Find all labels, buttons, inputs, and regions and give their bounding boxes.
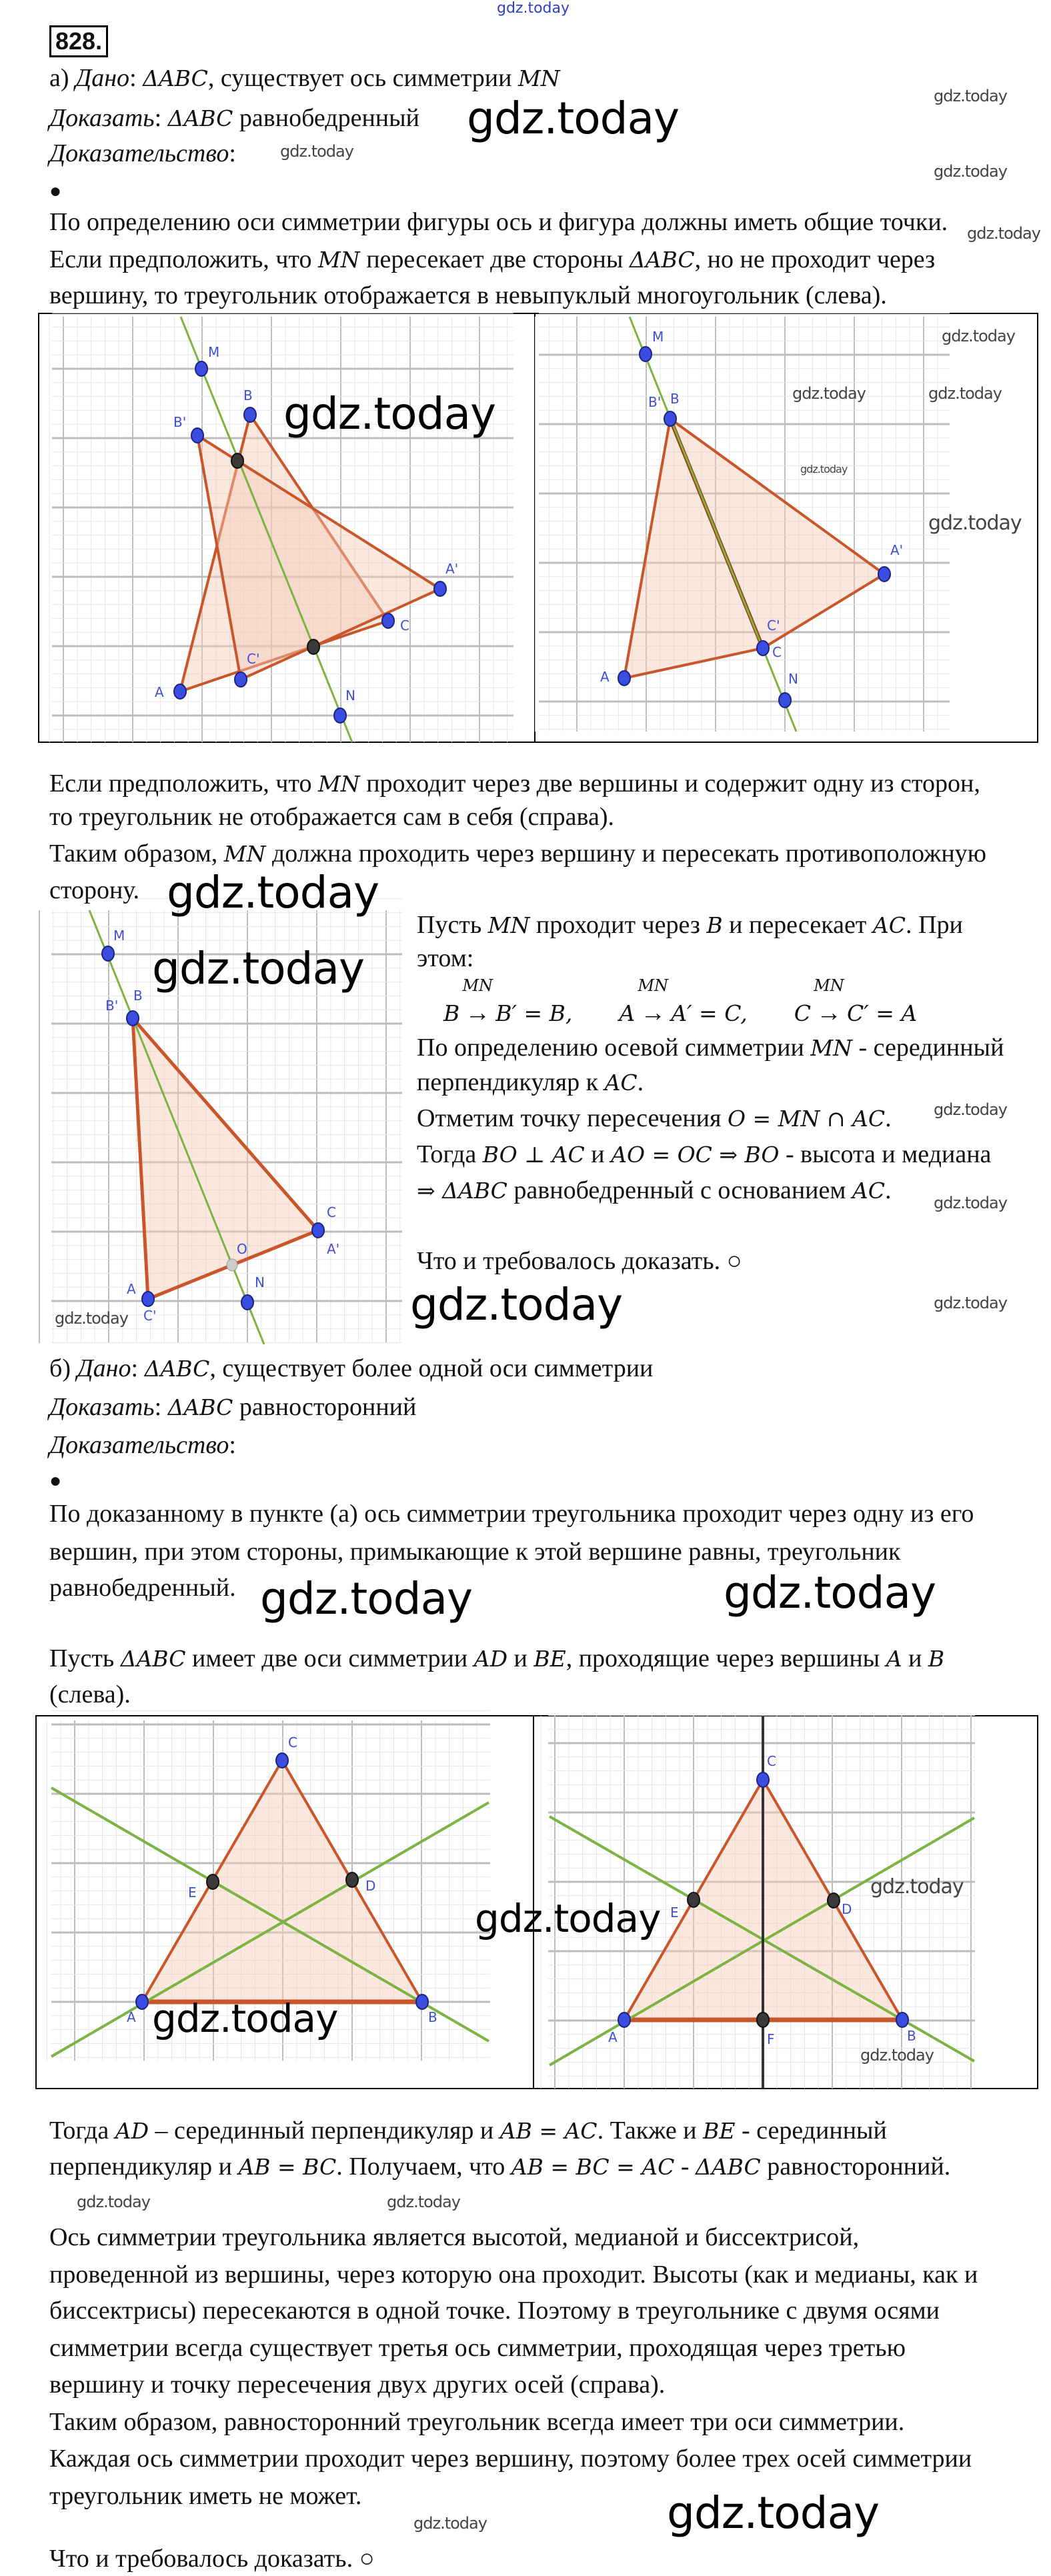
text-line — [49, 1571, 236, 1604]
italic-term: Дано — [77, 1354, 131, 1382]
point — [416, 1995, 428, 2009]
math-expression: MN — [517, 65, 560, 91]
text-segment: и — [507, 1644, 534, 1672]
point-label: N — [788, 671, 798, 687]
text-segment: пересекает две стороны — [359, 245, 630, 273]
watermark: gdz.today — [870, 1875, 964, 1898]
text-segment: Пусть — [49, 1644, 121, 1672]
math-expression: B — [443, 1000, 460, 1026]
text-segment: Если предположить, что — [49, 770, 319, 798]
text-segment: - серединный — [852, 1034, 1004, 1062]
point — [235, 672, 247, 687]
text-line — [49, 874, 139, 907]
point-label: C' — [767, 617, 780, 633]
math-expression: A′ = C, — [671, 1000, 748, 1026]
text-line — [417, 1102, 892, 1136]
problem-number: 828. — [49, 25, 108, 57]
point-label: B' — [105, 998, 119, 1014]
text-segment: то треугольник не отображается сам в себя (справа). — [49, 803, 615, 831]
watermark: gdz.today — [934, 162, 1007, 181]
text-line — [417, 942, 473, 975]
intersection-point — [757, 2013, 769, 2027]
arrow-icon — [462, 976, 493, 1030]
text-line — [49, 800, 614, 834]
point — [664, 411, 676, 426]
text-segment: Таким образом, равносторонний треугольник всегда имеет три оси симметрии. — [49, 2408, 905, 2436]
text-segment: Что и требовалось доказать. ○ — [49, 2545, 375, 2573]
axis-label: MN — [638, 976, 669, 995]
math-expression: BE — [534, 1646, 566, 1672]
point — [276, 1753, 288, 1768]
watermark: gdz.today — [167, 867, 379, 918]
math-expression: ΔABC — [167, 105, 233, 131]
point-label: B — [243, 387, 253, 403]
text-segment: и — [584, 1140, 612, 1168]
text-segment: равнобедренный с основанием — [507, 1176, 852, 1204]
qed-line — [417, 1244, 742, 1278]
text-segment: вершину и точку пересечения двух других осей (справа). — [49, 2371, 666, 2399]
point — [241, 1295, 253, 1310]
arrow: → — [465, 999, 491, 1027]
text-line — [49, 2221, 859, 2254]
text-segment: . Также и — [597, 2117, 704, 2145]
point — [174, 684, 186, 699]
text-segment: и пересекает — [722, 911, 873, 939]
watermark: gdz.today — [467, 93, 680, 144]
point-label: A — [600, 669, 610, 685]
text-segment: : — [229, 1431, 236, 1459]
text-segment: - — [674, 2153, 696, 2181]
text-segment: : — [129, 64, 143, 92]
point — [312, 1223, 324, 1238]
point — [878, 567, 890, 581]
text-segment: биссектрисы) пересекаются в одной точке. Поэтому в треугольнике с двумя осями — [49, 2297, 940, 2325]
text-segment: б) — [49, 1354, 77, 1382]
mapping — [619, 976, 748, 1027]
text-segment: : — [131, 1354, 145, 1382]
text-segment: равнобедренный. — [49, 1574, 236, 1602]
text-segment: а) — [49, 64, 76, 92]
watermark: gdz.today — [413, 2514, 487, 2533]
point-label: O — [237, 1241, 247, 1257]
text-line — [49, 243, 935, 277]
text-segment: проходит через — [530, 911, 707, 939]
text-line — [49, 2331, 906, 2365]
math-expression: C′ = A — [847, 1000, 918, 1026]
watermark: gdz.today — [800, 463, 848, 475]
intersection-point — [307, 639, 319, 654]
text-segment: . При — [906, 911, 963, 939]
text-line — [417, 908, 963, 942]
bullet: ● — [49, 1470, 62, 1492]
point-label: C' — [143, 1308, 157, 1324]
watermark: gdz.today — [152, 1996, 338, 2041]
text-segment: По определению осевой симметрии — [417, 1034, 811, 1062]
text-segment: - высота и медиана — [779, 1140, 992, 1168]
point — [618, 671, 630, 686]
text-segment: Тогда — [49, 2117, 115, 2145]
symmetry-formula — [443, 976, 964, 1030]
watermark: gdz.today — [860, 2046, 934, 2065]
text-line — [49, 767, 980, 801]
point — [191, 428, 203, 443]
italic-term: Доказать — [49, 104, 155, 132]
text-segment: симметрии всегда существует третья ось симметрии, проходящая через третью — [49, 2334, 906, 2362]
point-label: M — [652, 329, 664, 345]
point-label: C — [400, 617, 409, 633]
text-line — [417, 1138, 991, 1172]
prove-a — [49, 101, 419, 135]
text-segment: треугольник иметь не может. — [49, 2482, 362, 2510]
text-line — [417, 1174, 892, 1208]
watermark: gdz.today — [475, 1896, 661, 1941]
given-b — [49, 1352, 653, 1386]
text-line — [49, 2405, 904, 2439]
text-segment: имеет две оси симметрии — [185, 1644, 474, 1672]
math-expression: AB = AC — [499, 2118, 598, 2144]
math-expression: A — [886, 1646, 902, 1672]
watermark: gdz.today — [934, 1194, 1007, 1212]
text-segment: вершин, при этом стороны, примыкающие к этой вершине равны, треугольник — [49, 1538, 901, 1566]
math-expression: MN — [810, 1035, 852, 1061]
math-expression: MN — [223, 841, 266, 867]
point-label: A' — [327, 1241, 340, 1257]
math-expression: BE — [703, 2118, 736, 2144]
intersection-point — [688, 1892, 700, 1907]
math-expression: A — [619, 1000, 636, 1026]
math-expression: AC — [852, 1178, 886, 1204]
text-segment: : — [154, 104, 168, 132]
point-label: B — [670, 391, 680, 407]
watermark: gdz.today — [934, 1294, 1007, 1312]
text-segment: равносторонний — [233, 1393, 417, 1421]
watermark: gdz.today — [928, 511, 1022, 535]
text-line — [49, 2442, 972, 2475]
point-label: D — [842, 1901, 852, 1917]
italic-term: Доказать — [49, 1393, 155, 1421]
watermark: gdz.today — [410, 1279, 623, 1330]
text-segment: перпендикуляр к — [417, 1068, 605, 1096]
text-line — [49, 1678, 131, 1711]
text-segment: - серединный — [735, 2117, 887, 2145]
axis-label: MN — [814, 976, 844, 995]
text-segment: . — [637, 1068, 644, 1096]
math-expression: MN — [487, 912, 530, 938]
point-label: B — [907, 2028, 916, 2044]
math-expression: AO = OC ⇒ BO — [611, 1142, 780, 1168]
point — [136, 1995, 148, 2009]
text-segment: Каждая ось симметрии проходит через вершину, поэтому более трех осей симметрии — [49, 2445, 972, 2473]
mapping — [794, 976, 918, 1027]
text-segment: Если предположить, что — [49, 245, 319, 273]
math-expression: ΔABC — [167, 1394, 233, 1420]
point-o — [227, 1259, 237, 1271]
proof-heading-a — [49, 137, 236, 170]
point-label: D — [365, 1878, 376, 1894]
point-label: A — [608, 2029, 618, 2045]
text-line — [49, 2479, 361, 2513]
math-expression: ΔABC — [629, 247, 695, 273]
math-expression: ΔABC — [144, 1356, 210, 1382]
text-line — [49, 2368, 665, 2401]
point-label: B — [428, 2009, 437, 2025]
point — [618, 2013, 630, 2027]
italic-term: Доказательство — [49, 139, 229, 167]
text-line — [49, 2294, 940, 2327]
intersection-point — [828, 1893, 840, 1908]
text-segment: Что и требовалось доказать. ○ — [417, 1247, 742, 1275]
math-expression: B′ = B, — [495, 1000, 573, 1026]
watermark: gdz.today — [55, 1309, 128, 1328]
text-line — [417, 1031, 1004, 1065]
text-line — [49, 2150, 950, 2184]
intersection-point — [231, 453, 243, 468]
watermark: gdz.today — [928, 384, 1002, 403]
watermark: gdz.today — [387, 2193, 460, 2211]
point — [382, 613, 394, 628]
watermark: gdz.today — [942, 327, 1015, 345]
watermark: gdz.today — [152, 943, 365, 994]
given-a — [49, 61, 560, 95]
text-segment: . — [885, 1104, 892, 1132]
watermark: gdz.today — [497, 0, 570, 17]
text-segment: и — [902, 1644, 928, 1672]
text-segment: – серединный перпендикуляр и — [149, 2117, 500, 2145]
watermark: gdz.today — [667, 2487, 880, 2539]
bullet: ● — [49, 180, 62, 202]
watermark: gdz.today — [724, 1567, 936, 1618]
text-segment: По определению оси симметрии фигуры ось и фигура должны иметь общие точки. — [49, 208, 948, 236]
text-segment: Ось симметрии треугольника является высотой, медианой и биссектрисой, — [49, 2223, 860, 2251]
point-label: M — [113, 928, 125, 944]
text-line — [49, 837, 986, 871]
axis-label: MN — [462, 976, 493, 995]
watermark: gdz.today — [280, 142, 353, 161]
text-segment: Таким образом, — [49, 840, 224, 868]
point — [757, 1772, 769, 1787]
point-label: C — [772, 644, 782, 660]
text-line — [49, 279, 887, 312]
math-expression: ⇒ ΔABC — [417, 1178, 507, 1204]
math-expression: AC — [872, 912, 906, 938]
point — [142, 1292, 154, 1306]
text-segment: вершину, то треугольник отображается в невыпуклый многоугольник (слева). — [49, 281, 887, 309]
text-segment: , существует более одной оси симметрии — [209, 1354, 654, 1382]
text-segment: проходит через две вершины и содержит одну из сторон, — [359, 770, 980, 798]
intersection-point — [207, 1874, 219, 1889]
watermark: gdz.today — [260, 1573, 473, 1624]
proof-heading-b — [49, 1428, 236, 1462]
arrow-icon — [638, 976, 669, 1030]
text-segment: . — [885, 1176, 892, 1204]
math-expression: B — [706, 912, 723, 938]
math-expression: AD — [473, 1646, 508, 1672]
math-expression: ΔABC — [143, 65, 208, 91]
text-line — [49, 2258, 978, 2291]
point-label: C' — [247, 651, 260, 667]
watermark: gdz.today — [934, 1100, 1007, 1119]
point — [244, 407, 256, 422]
point-label: B' — [173, 414, 187, 430]
watermark: gdz.today — [792, 384, 866, 403]
qed-line — [49, 2542, 375, 2575]
point — [127, 1011, 139, 1026]
math-expression: BO ⊥ AC — [482, 1142, 585, 1168]
text-segment: : — [154, 1393, 168, 1421]
text-line — [49, 1497, 974, 1530]
text-segment: этом: — [417, 944, 474, 972]
point — [434, 581, 446, 596]
text-segment: Отметим точку пересечения — [417, 1104, 728, 1132]
text-segment: (слева). — [49, 1680, 131, 1708]
point-label: E — [670, 1904, 679, 1920]
text-segment: Тогда — [417, 1140, 483, 1168]
point-label: A — [127, 1281, 136, 1297]
point-label: F — [767, 2031, 775, 2047]
point-label: B' — [648, 394, 662, 410]
math-expression: AD — [115, 2118, 149, 2144]
math-expression: AC — [604, 1070, 638, 1096]
watermark: gdz.today — [77, 2193, 150, 2211]
arrow-icon — [814, 976, 844, 1030]
italic-term: Доказательство — [49, 1431, 229, 1459]
watermark: gdz.today — [283, 388, 496, 439]
text-segment: должна проходить через вершину и пересекать противоположную — [265, 840, 987, 868]
mapping — [443, 976, 573, 1027]
point-label: A' — [890, 542, 904, 558]
italic-term: Дано — [75, 64, 130, 92]
point — [757, 641, 769, 656]
text-line — [49, 1535, 900, 1568]
point-label: C — [767, 1753, 776, 1769]
text-line — [49, 1642, 944, 1676]
math-expression: MN — [318, 771, 360, 797]
math-expression: ΔABC — [120, 1646, 186, 1672]
arrow: → — [816, 999, 842, 1027]
point — [640, 347, 652, 361]
prove-b — [49, 1390, 416, 1424]
text-line — [417, 1066, 644, 1100]
text-segment: , но не проходит через — [694, 245, 936, 273]
text-segment: Пусть — [417, 911, 488, 939]
arrow: → — [640, 999, 666, 1027]
text-segment: равнобедренный — [233, 104, 420, 132]
text-segment: проведенной из вершины, через которую она проходит. Высоты (как и медианы, как и — [49, 2261, 978, 2289]
text-segment: : — [229, 139, 236, 167]
text-line — [49, 205, 948, 239]
math-expression: O = MN ∩ AC — [728, 1106, 886, 1132]
math-expression: C — [794, 1000, 812, 1026]
point — [102, 946, 114, 961]
point-label: C — [327, 1204, 336, 1220]
watermark: gdz.today — [967, 224, 1040, 243]
point-label: A — [127, 2009, 136, 2025]
point-label: A — [155, 684, 164, 700]
point-label: N — [345, 688, 355, 704]
math-expression: MN — [318, 247, 360, 273]
point — [195, 361, 207, 376]
intersection-point — [346, 1872, 358, 1887]
text-segment: равносторонний. — [760, 2153, 951, 2181]
text-segment: . Получаем, что — [336, 2153, 511, 2181]
text-segment: сторону. — [49, 876, 140, 904]
point-label: N — [255, 1274, 265, 1290]
math-expression: AB = BC = AC — [511, 2154, 675, 2180]
point — [896, 2013, 908, 2027]
text-line — [49, 2114, 887, 2148]
math-expression: ΔABC — [696, 2154, 761, 2180]
point-label: M — [208, 344, 220, 360]
point-label: C — [288, 1734, 297, 1750]
text-segment: перпендикуляр и — [49, 2153, 239, 2181]
math-expression: AB = BC — [238, 2154, 337, 2180]
math-expression: B — [928, 1646, 945, 1672]
point-label: E — [188, 1884, 197, 1900]
text-segment: , существует ось симметрии — [207, 64, 518, 92]
text-segment: , проходящие через вершины — [566, 1644, 886, 1672]
point-label: B — [133, 988, 143, 1004]
point — [779, 693, 791, 708]
triangle-abc — [133, 1018, 318, 1299]
point-label: A' — [445, 561, 459, 577]
text-segment: По доказанному в пункте (а) ось симметрии треугольника проходит через одну из его — [49, 1500, 974, 1528]
point — [334, 708, 346, 723]
watermark: gdz.today — [934, 87, 1007, 105]
